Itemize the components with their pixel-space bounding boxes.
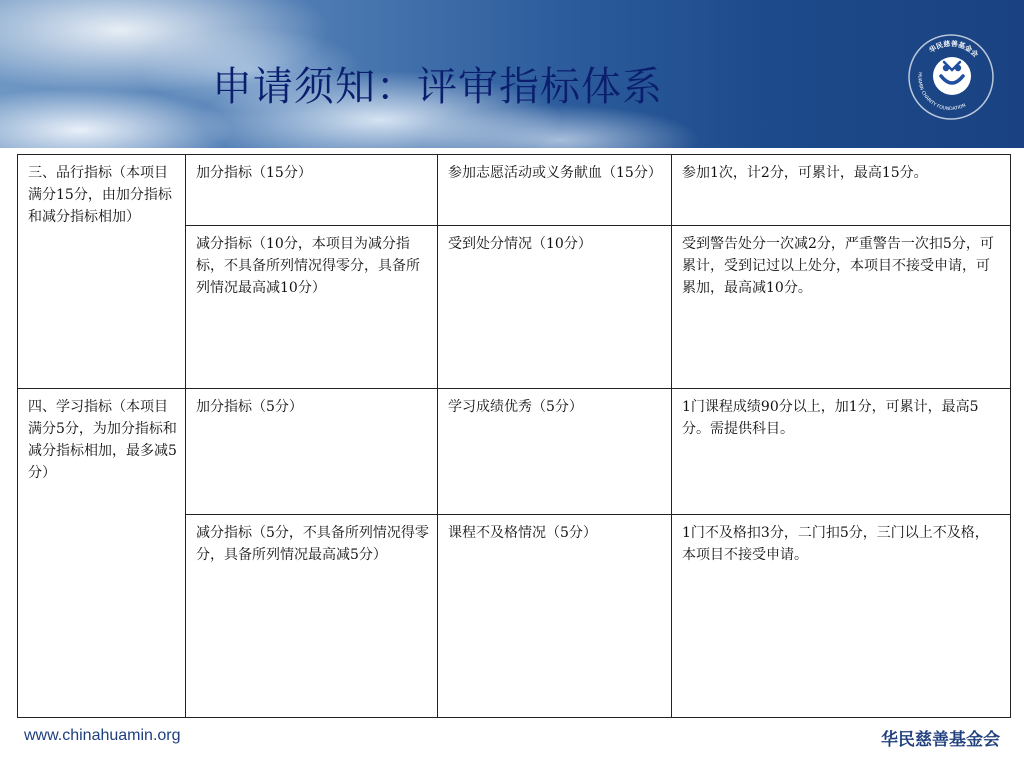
criteria-table: [17, 154, 1011, 718]
foundation-logo: [906, 32, 996, 122]
footer-url[interactable]: www.chinahuamin.org: [24, 727, 181, 744]
logo-arc-text: 华民慈善基金会: [927, 39, 980, 59]
slide-title: 申请须知：评审指标体系: [212, 64, 663, 110]
rule-cell: 1门不及格扣3分，二门扣5分，三门以上不及格，本项目不接受申请。: [672, 515, 1011, 718]
logo-arc-text-en: HUAMIN CHARITY FOUNDATION: [916, 71, 967, 113]
footer-org-name: 华民慈善基金会: [881, 730, 1000, 750]
rule-cell: 受到警告处分一次减2分，严重警告一次扣5分，可累计，受到记过以上处分，本项目不接受申请，可累加，最高减10分。: [672, 226, 1011, 389]
item-cell: 受到处分情况（10分）: [438, 226, 672, 389]
item-cell: 参加志愿活动或义务献血（15分）: [438, 155, 672, 226]
table-row: [18, 389, 1011, 515]
rule-cell: 参加1次，计2分，可累计，最高15分。: [672, 155, 1011, 226]
table-row: [18, 155, 1011, 226]
rule-cell: 1门课程成绩90分以上，加1分，可累计，最高5分。需提供科目。: [672, 389, 1011, 515]
header-banner: [0, 0, 1024, 148]
type-cell: 加分指标（15分）: [186, 155, 438, 226]
category-cell: 四、学习指标（本项目满分5分，为加分指标和减分指标相加，最多减5分）: [18, 389, 186, 718]
type-cell: 加分指标（5分）: [186, 389, 438, 515]
item-cell: 学习成绩优秀（5分）: [438, 389, 672, 515]
category-cell: 三、品行指标（本项目满分15分，由加分指标和减分指标相加）: [18, 155, 186, 389]
item-cell: 课程不及格情况（5分）: [438, 515, 672, 718]
type-cell: 减分指标（5分，不具备所列情况得零分，具备所列情况最高减5分）: [186, 515, 438, 718]
type-cell: 减分指标（10分，本项目为减分指标，不具备所列情况得零分，具备所列情况最高减10分）: [186, 226, 438, 389]
